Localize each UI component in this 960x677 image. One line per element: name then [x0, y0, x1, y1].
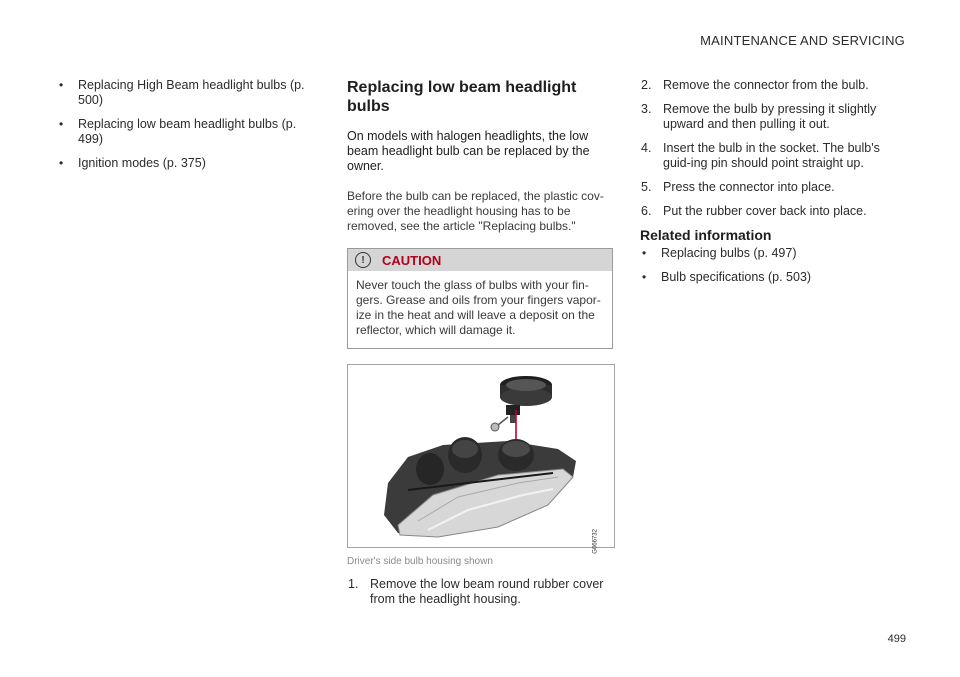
related-info-list: [640, 246, 910, 285]
figure-code: G066732: [593, 529, 599, 554]
left-column: [57, 78, 322, 180]
related-link[interactable]: Replacing bulbs (p. 497): [661, 246, 797, 260]
step-text: Insert the bulb in the socket. The bulb's guid-ing pin should point straight up.: [663, 141, 880, 170]
article-title: Replacing low beam headlight bulbs: [347, 79, 577, 115]
steps-list-part2: [640, 78, 910, 219]
page-header: MAINTENANCE AND SERVICING: [700, 33, 905, 48]
step-number: 4.: [641, 141, 652, 155]
step-text: Put the rubber cover back into place.: [663, 204, 867, 218]
related-link[interactable]: Ignition modes (p. 375): [78, 156, 206, 170]
right-column: [640, 78, 910, 294]
related-link[interactable]: Bulb specifications (p. 503): [661, 270, 812, 284]
exclamation-icon: !: [355, 252, 371, 268]
step-text: Remove the connector from the bulb.: [663, 78, 869, 92]
step-number: 5.: [641, 180, 652, 194]
list-item: [347, 577, 615, 607]
page-number: 499: [887, 633, 906, 645]
step-number: 3.: [641, 102, 652, 116]
intro-text: On models with halogen headlights, the low beam headlight bulb can be replaced by the owner.: [347, 129, 590, 173]
caution-header: [348, 249, 612, 271]
headlight-drawing: [348, 365, 614, 547]
step-text: Remove the low beam round rubber cover from the headlight housing.: [370, 577, 604, 606]
body-text: Before the bulb can be replaced, the plastic cov-ering over the headlight housing has to be removed, see the article "Replacing bulbs.": [347, 189, 604, 233]
step-number: 1.: [348, 577, 359, 591]
related-link[interactable]: Replacing low beam headlight bulbs (p. 499): [78, 117, 297, 146]
list-item[interactable]: [57, 156, 322, 171]
list-item: [640, 102, 910, 132]
related-link[interactable]: Replacing High Beam headlight bulbs (p. 500): [78, 78, 305, 107]
headlight-illustration: [347, 364, 615, 554]
figure-caption: Driver's side bulb housing shown: [347, 556, 493, 567]
related-info-heading: Related information: [640, 227, 772, 243]
caution-label: CAUTION: [382, 252, 442, 268]
main-column: [347, 78, 615, 616]
list-item: [640, 141, 910, 171]
list-item[interactable]: [57, 117, 322, 147]
related-links-list: [57, 78, 322, 171]
step-number: 6.: [641, 204, 652, 218]
list-item: [640, 180, 910, 195]
step-text: Press the connector into place.: [663, 180, 835, 194]
step-text: Remove the bulb by pressing it slightly upward and then pulling it out.: [663, 102, 877, 131]
list-item: [640, 78, 910, 93]
list-item[interactable]: [640, 246, 910, 261]
caution-box: [347, 248, 613, 349]
steps-list-part1: [347, 577, 615, 607]
step-number: 2.: [641, 78, 652, 92]
list-item[interactable]: [640, 270, 910, 285]
list-item[interactable]: [57, 78, 322, 108]
list-item: [640, 204, 910, 219]
caution-text: Never touch the glass of bulbs with your fin-gers. Grease and oils from your fingers vapor-ize in the heat and will leave a deposit on the reflector, which will damage it.: [356, 278, 601, 337]
